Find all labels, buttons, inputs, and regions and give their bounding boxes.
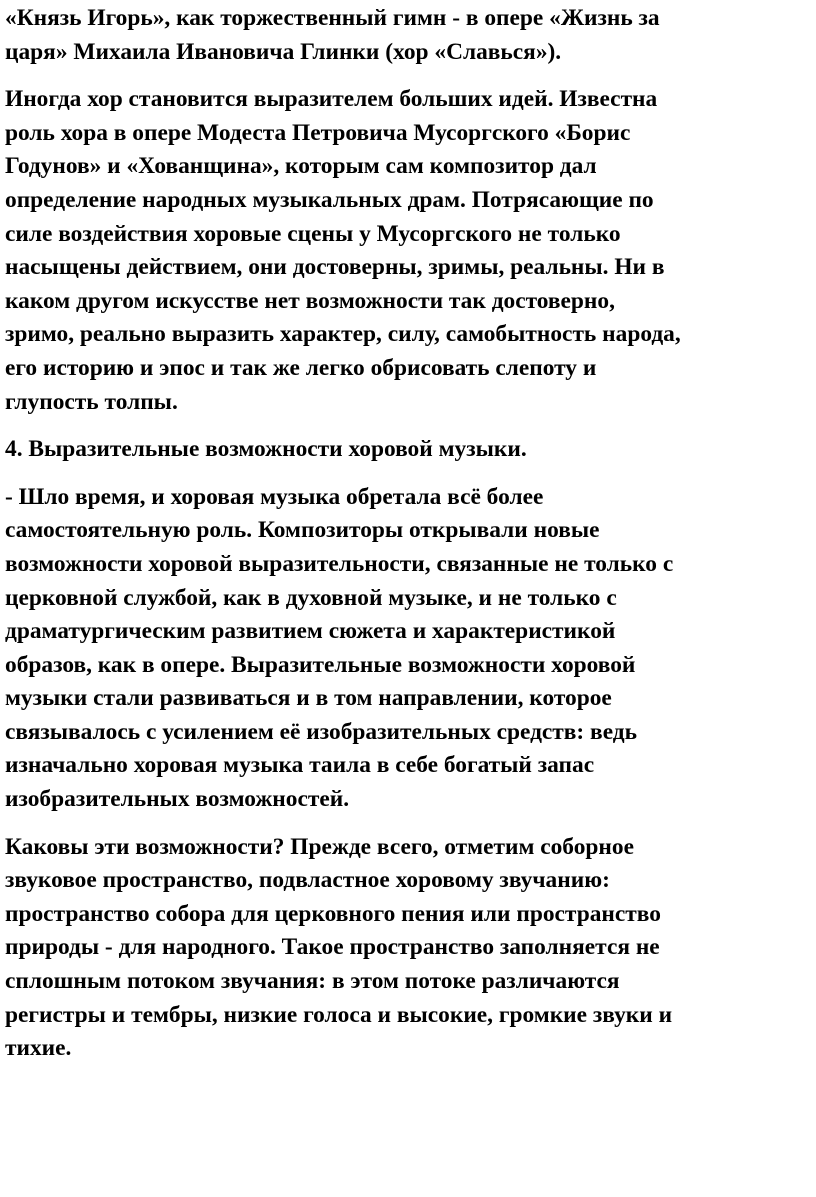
text-line: пространство собора для церковного пения или пространство	[5, 900, 661, 927]
text-line: Годунов» и «Хованщина», которым сам композитор дал	[5, 153, 597, 180]
text-line: природы - для народного. Такое пространство заполняется не	[5, 934, 660, 961]
text-line: зримо, реально выразить характер, силу, самобытность народа,	[5, 321, 681, 348]
text-line: сплошным потоком звучания: в этом потоке различаются	[5, 968, 620, 995]
text-line: изначально хоровая музыка таила в себе богатый запас	[5, 752, 595, 779]
text-line: тихие.	[5, 1035, 72, 1062]
text-line: насыщены действием, они достоверны, зримы, реальны. Ни в	[5, 254, 665, 281]
text-line: драматургическим развитием сюжета и характеристикой	[5, 618, 616, 645]
text-line: музыки стали развиваться и в том направлении, которое	[5, 685, 612, 712]
paragraph-possibilities	[5, 831, 810, 1066]
text-line: определение народных музыкальных драм. Потрясающие по	[5, 186, 654, 213]
text-line: - Шло время, и хоровая музыка обретала всё более	[5, 483, 544, 510]
text-line: царя» Михаила Ивановича Глинки (хор «Славься»).	[5, 38, 562, 65]
text-line: его историю и эпос и так же легко обрисовать слепоту и	[5, 354, 597, 381]
text-line: «Князь Игорь», как торжественный гимн - в опере «Жизнь за	[5, 5, 660, 31]
paragraph-intro-hymn	[5, 2, 810, 69]
text-line: звуковое пространство, подвластное хоровому звучанию:	[5, 867, 610, 894]
text-line: регистры и тембры, низкие голоса и высокие, громкие звуки и	[5, 1001, 673, 1028]
text-line: церковной службой, как в духовной музыке, и не только с	[5, 584, 617, 611]
text-line: возможности хоровой выразительности, связанные не только с	[5, 550, 674, 577]
text-line: каком другом искусстве нет возможности так достоверно,	[5, 287, 615, 314]
text-line: роль хора в опере Модеста Петровича Мусоргского «Борис	[5, 119, 631, 146]
text-line: связывалось с усилением её изобразительных средств: ведь	[5, 718, 637, 745]
paragraph-time-passed	[5, 481, 810, 817]
text-line: образов, как в опере. Выразительные возможности хоровой	[5, 651, 636, 678]
text-line: глупость толпы.	[5, 388, 178, 415]
text-line: силе воздействия хоровые сцены у Мусоргского не только	[5, 220, 621, 247]
text-line: Иногда хор становится выразителем больших идей. Известна	[5, 86, 658, 113]
paragraph-big-ideas	[5, 83, 810, 419]
text-line: изобразительных возможностей.	[5, 786, 350, 813]
text-line: Каковы эти возможности? Прежде всего, отметим соборное	[5, 833, 634, 860]
text-line: самостоятельную роль. Композиторы открывали новые	[5, 517, 600, 544]
section-heading	[5, 433, 810, 467]
heading-text: 4. Выразительные возможности хоровой музыки.	[5, 436, 527, 463]
